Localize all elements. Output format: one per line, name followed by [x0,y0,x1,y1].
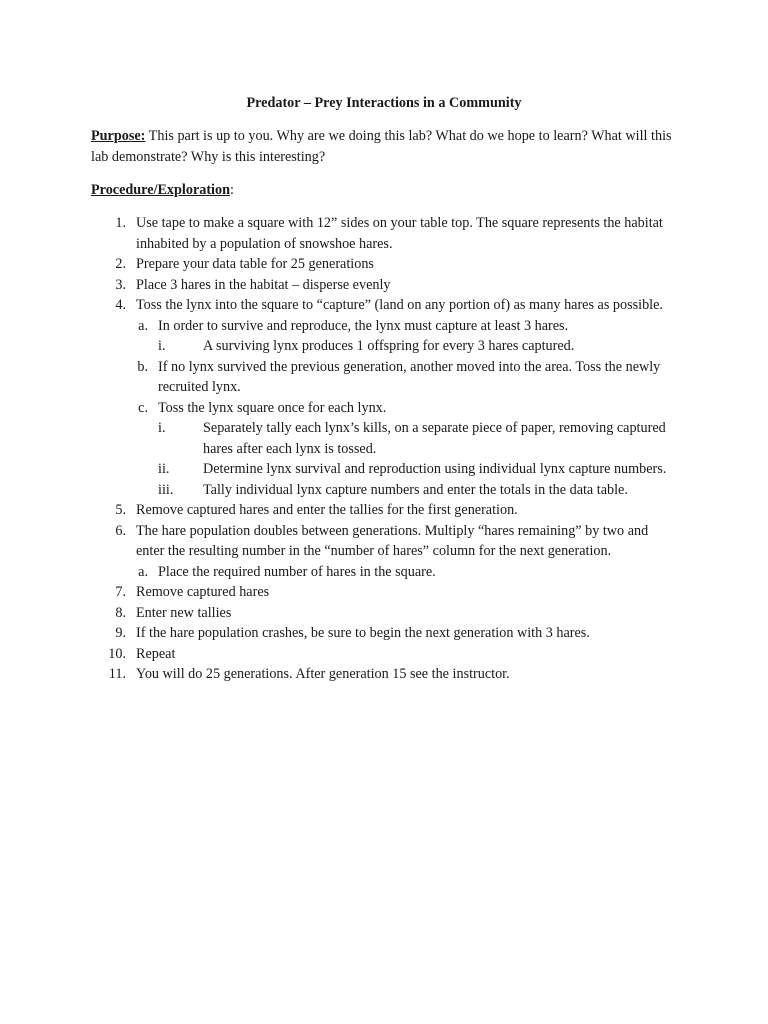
step-4b [0,357,768,398]
step-text: You will do 25 generations. After generation 15 see the instructor. [136,666,510,682]
purpose-text: This part is up to you. Why are we doing this lab? What do we hope to learn? What will this lab demonstrate? Why is this interesting? [91,128,672,165]
step-marker: 8. [115,604,126,621]
purpose-label: Purpose: [91,128,146,144]
page-title: Predator – Prey Interactions in a Community [246,95,522,111]
procedure-label: Procedure/Exploration [91,182,230,198]
subsubstep-marker: iii. [158,481,174,498]
step-marker: 4. [115,297,126,313]
step-marker: 11. [108,666,126,682]
purpose-paragraph [91,126,681,167]
subsubstep-marker: ii. [158,461,170,477]
substep-marker: c. [138,399,148,416]
substep-marker: a. [138,563,148,580]
step-4 [0,295,768,316]
subsubstep-text: Determine lynx survival and reproduction using individual lynx capture numbers. [203,461,667,477]
step-4a-i [0,336,768,357]
step-6a [0,562,768,583]
step-marker: 9. [115,625,126,641]
subsubstep-text: Tally individual lynx capture numbers and enter the totals in the data table. [203,481,628,498]
step-marker: 6. [115,522,126,539]
substep-text: In order to survive and reproduce, the lynx must capture at least 3 hares. [158,317,569,334]
step-2 [0,254,768,275]
step-text: If the hare population crashes, be sure to begin the next generation with 3 hares. [136,625,590,641]
step-4c [0,398,768,419]
step-text: Toss the lynx into the square to “capture” (land on any portion of) as many hares as possible. [136,297,663,313]
step-4a [0,316,768,337]
step-marker: 10. [108,645,126,662]
step-1 [0,213,768,254]
step-6 [0,521,768,562]
step-marker: 3. [115,276,126,293]
step-text: The hare population doubles between generations. Multiply “hares remaining” by two and enter the resulting number in the “number of hares” column for the next generation. [136,522,649,559]
subsubstep-text: A surviving lynx produces 1 offspring for every 3 hares captured. [203,338,575,354]
step-marker: 1. [115,215,126,231]
step-text: Enter new tallies [136,604,232,621]
step-text: Use tape to make a square with 12” sides on your table top. The square represents the habitat inhabited by a population of snowshoe hares. [136,215,663,252]
substep-text: If no lynx survived the previous generation, another moved into the area. Toss the newly recruited lynx. [158,358,661,395]
step-5 [0,500,768,521]
substep-marker: a. [138,317,148,334]
step-9 [0,623,768,644]
step-4c-ii [0,459,768,480]
subsubstep-marker: i. [158,338,166,354]
step-7 [0,582,768,603]
step-text: Place 3 hares in the habitat – disperse evenly [136,276,391,293]
step-3 [0,275,768,296]
subsubstep-text: Separately tally each lynx’s kills, on a separate piece of paper, removing captured hares after each lynx is tossed. [203,420,666,457]
procedure-heading [91,180,234,201]
subsubstep-marker: i. [158,420,166,436]
substep-text: Place the required number of hares in the square. [158,563,436,580]
step-11 [0,664,768,685]
step-4c-iii [0,480,768,501]
step-text: Remove captured hares [136,584,270,600]
step-text: Remove captured hares and enter the tallies for the first generation. [136,502,518,518]
procedure-step-list [0,213,768,685]
procedure-label-suffix: : [229,182,234,198]
substep-marker: b. [137,358,148,375]
step-text: Prepare your data table for 25 generations [136,256,374,272]
substep-text: Toss the lynx square once for each lynx. [158,399,387,416]
step-marker: 2. [115,256,126,272]
step-4c-i [0,418,768,459]
step-text: Repeat [136,645,176,662]
step-marker: 7. [115,584,126,600]
step-8 [0,603,768,624]
step-marker: 5. [115,502,126,518]
step-10 [0,644,768,665]
